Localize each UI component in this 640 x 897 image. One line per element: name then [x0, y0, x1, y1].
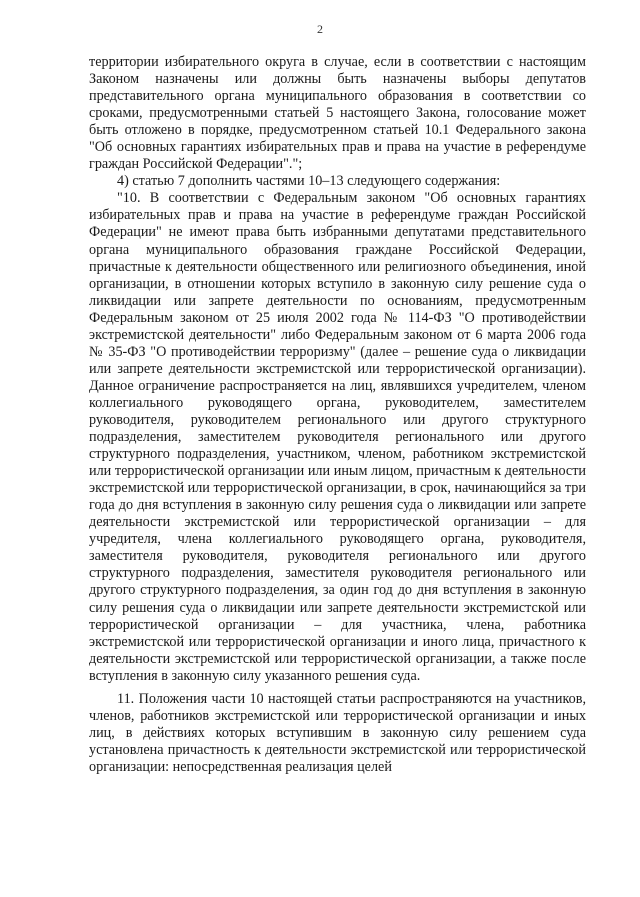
paragraph-part-11: 11. Положения части 10 настоящей статьи распространяются на участников, членов, работников экстремистской или террористической организации и иных лиц, в действиях которых вступившим в законную силу решением суда установлена причастность к деятельности экстремистской или террористической организации: непосредственная реализация целей — [89, 690, 586, 775]
paragraph-item-4: 4) статью 7 дополнить частями 10–13 следующего содержания: — [117, 173, 501, 190]
paragraph-continuation: территории избирательного округа в случае, если в соответствии с настоящим Законом назначены или должны быть назначены выборы депутатов представительного органа муниципального образования в соответствии со сроками, предусмотренными статьей 5 настоящего Закона, голосование может быть отложено в порядке, предусмотренном статьей 10.1 Федерального закона "Об основных гарантиях избирательных прав и права на участие в референдуме граждан Российской Федерации"."; — [89, 54, 586, 173]
document-body — [89, 54, 586, 776]
paragraph-part-10: "10. В соответствии с Федеральным законом "Об основных гарантиях избирательных прав и права на участие в референдуме граждан Российской Федерации" не имеют права быть избранными депутатами представительного органа муниципального образования граждане Российской Федерации, причастные к деятельности общественного или религиозного объединения, иной организации, в отношении которых вступило в законную силу решение суда о ликвидации или запрете деятельности по основаниям, предусмотренным Федеральным законом от 25 июля 2002 года № 114-ФЗ "О противодействии экстремистской деятельности" либо Федеральным законом от 6 марта 2006 года № 35-ФЗ "О противодействии терроризму" (далее – решение суда о ликвидации или запрете деятельности экстремистской или террористической организации). Данное ограничение распространяется на лиц, являвшихся учредителем, членом коллегиального руководящего органа, руководителем, заместителем руководителя, руководителем регионального или другого структурного подразделения, заместителем руководителя регионального или другого структурного подразделения, участником, членом, работником экстремистской или террористической организации или иным лицом, причастным к деятельности экстремистской или террористической организации, в срок, начинающийся за три года до дня вступления в законную силу решения суда о ликвидации или запрете деятельности экстремистской или террористической организации – для учредителя, члена коллегиального руководящего органа, руководителя, заместителя руководителя, руководителя регионального или другого структурного подразделения, заместителя руководителя регионального или другого структурного подразделения, за один год до дня вступления в законную силу решения суда о ликвидации или запрете деятельности экстремистской или террористической организации – для участника, члена, работника экстремистской или террористической организации и иного лица, причастного к деятельности экстремистской или террористической организации, а также после вступления в законную силу указанного решения суда. — [89, 190, 586, 684]
page-number: 2 — [317, 22, 323, 36]
